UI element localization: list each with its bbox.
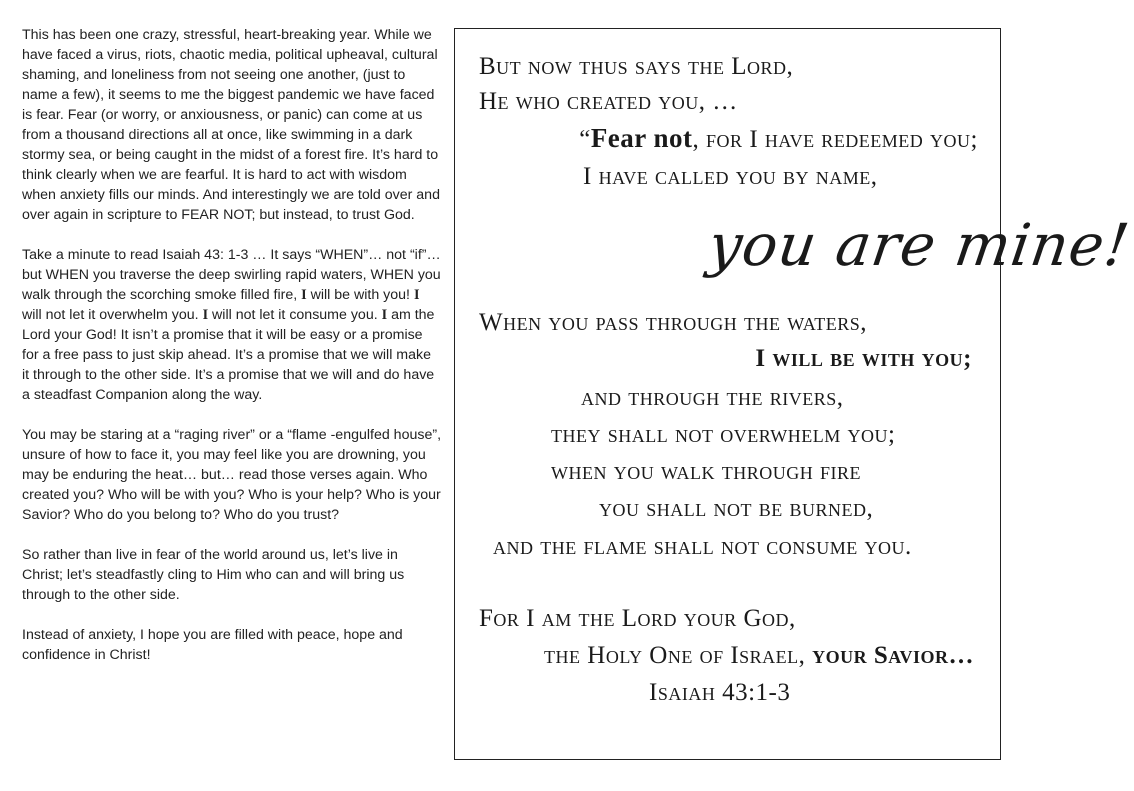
scripture-box — [454, 28, 1134, 760]
verse-line-12: For I am the Lord your God, — [479, 605, 796, 632]
verse-line-7: and through the rivers, — [581, 384, 844, 411]
reflection-text — [22, 25, 442, 685]
paragraph-1: This has been one crazy, stressful, heart-breaking year. While we have faced a virus, riots, chaotic media, political upheaval, cultural shaming, and loneliness from not seeing one another, (just to name a few), it seems to me the biggest pandemic we have faced is fear. Fear (or worry, or anxiousness, or panic) can come at us from a thousand directions all at once, like swimming in a dark stormy sea, or being caught in the midst of a forest fire. It’s hard to think clearly when we are fearful. It is hard to act with wisdom when anxiety fills our minds. And interestingly we are told over and over again in scripture to FEAR NOT; but instead, to trust God. — [22, 27, 440, 223]
verse-line-5: When you pass through the waters, — [479, 309, 867, 336]
you-are-mine-script: you are mine! — [704, 211, 1134, 279]
verse-line-4: I have called you by name, — [583, 163, 878, 190]
paragraph-2: Take a minute to read Isaiah 43: 1-3 … It says “WHEN”… not “if”… but WHEN you traverse the deep swirling rapid waters, WHEN you walk through the scorching smoke filled fire, I will be with you! I will not let it overwhelm you. I will not let it consume you. I am the Lord your God! It isn’t a promise that it will be easy or a promise for a free pass to just skip ahead. It’s a promise that we will make it through to the other side. It’s a promise that we will and do have a steadfast Companion along the way. — [22, 247, 441, 403]
verse-line-13: the Holy One of Israel, your Savior… — [544, 642, 974, 669]
verse-line-11: and the flame shall not consume you. — [493, 533, 912, 560]
verse-line-3: “Fear not, for I have redeemed you; — [579, 123, 978, 153]
verse-line-9: when you walk through fire — [551, 458, 861, 485]
verse-line-8: they shall not overwhelm you; — [551, 421, 896, 448]
verse-line-10: you shall not be burned, — [599, 495, 874, 522]
verse-line-6: I will be with you; — [755, 345, 972, 372]
paragraph-5: Instead of anxiety, I hope you are filled with peace, hope and confidence in Christ! — [22, 627, 403, 663]
verse-line-1: But now thus says the Lord, — [479, 53, 794, 80]
scripture-reference: Isaiah 43:1-3 — [649, 679, 791, 706]
verse-line-2: He who created you, … — [479, 88, 738, 115]
paragraph-4: So rather than live in fear of the world around us, let’s live in Christ; let’s steadfastly cling to Him who can and will bring us through to the other side. — [22, 547, 405, 603]
fear-not-emphasis: Fear not — [590, 123, 693, 153]
paragraph-3: You may be staring at a “raging river” or a “flame -engulfed house”, unsure of how to face it, you may feel like you are drowning, you may be enduring the heat… but… read those verses again. Who created you? Who will be with you? Who is your help? Who is your Savior? Who do you belong to? Who do you trust? — [22, 427, 442, 523]
